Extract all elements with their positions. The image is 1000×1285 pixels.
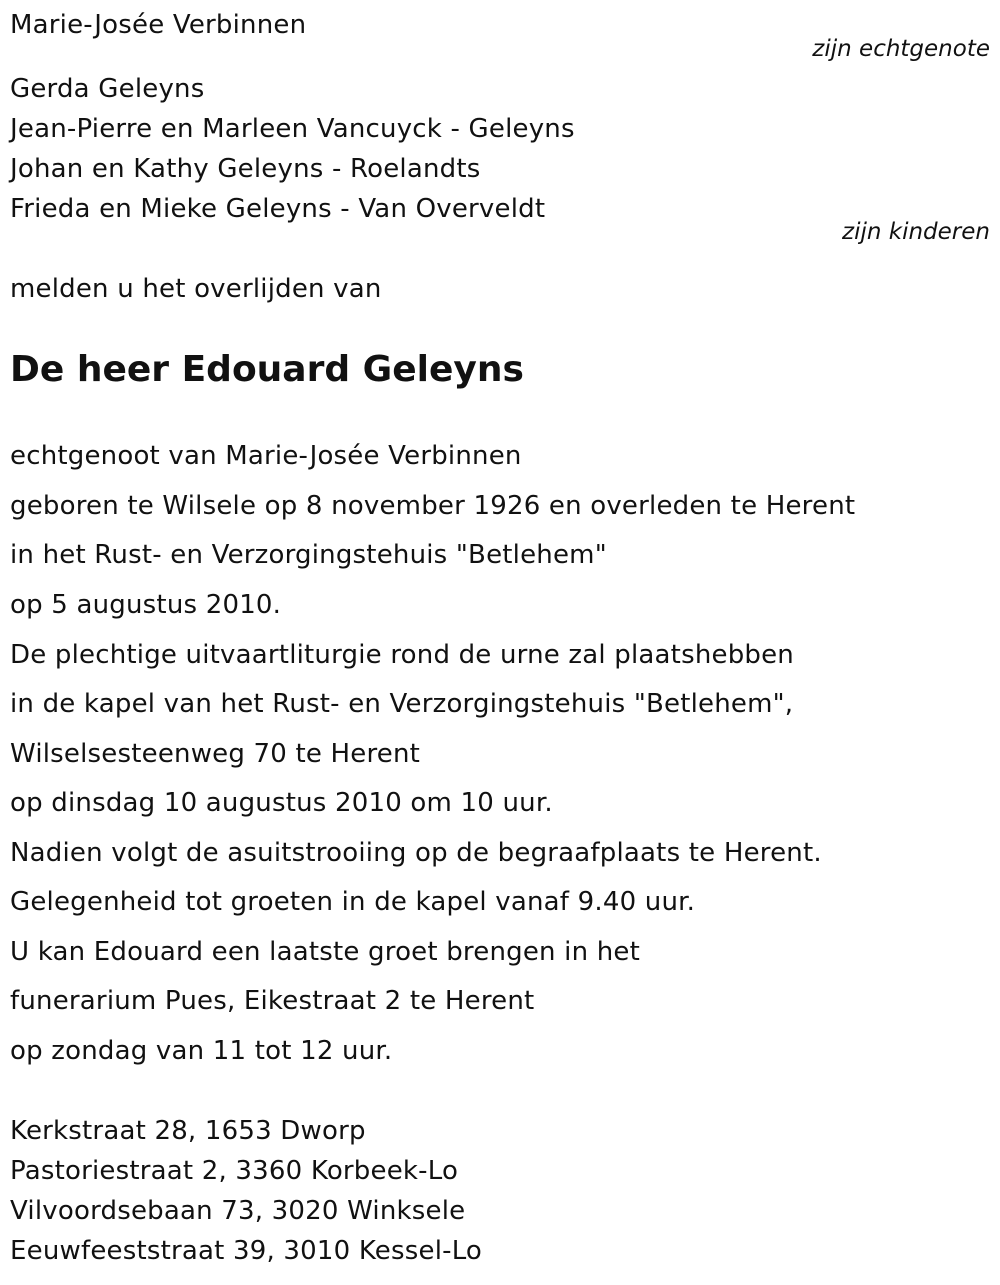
body-line: geboren te Wilsele op 8 november 1926 en overleden te Herent [10, 491, 856, 521]
body-line: op dinsdag 10 augustus 2010 om 10 uur. [10, 788, 553, 818]
body-line: in de kapel van het Rust- en Verzorgingstehuis "Betlehem", [10, 689, 794, 719]
address-line: Kerkstraat 28, 1653 Dworp [10, 1116, 366, 1146]
spouse-role: zijn echtgenote [812, 36, 990, 62]
body-line: op 5 augustus 2010. [10, 590, 282, 620]
body-line: echtgenoot van Marie-Josée Verbinnen [10, 441, 522, 471]
body-line: De plechtige uitvaartliturgie rond de urne zal plaatshebben [10, 640, 794, 670]
address-line: Eeuwfeeststraat 39, 3010 Kessel-Lo [10, 1236, 483, 1266]
body-line: in het Rust- en Verzorgingstehuis "Betlehem" [10, 540, 607, 570]
child-name: Johan en Kathy Geleyns - Roelandts [10, 154, 481, 184]
body-line: Nadien volgt de asuitstrooiing op de begraafplaats te Herent. [10, 838, 822, 868]
body-line: U kan Edouard een laatste groet brengen in het [10, 937, 641, 967]
children-role: zijn kinderen [842, 219, 990, 245]
spouse-name: Marie-Josée Verbinnen [10, 10, 307, 40]
child-name: Jean-Pierre en Marleen Vancuyck - Geleyns [10, 114, 575, 144]
child-name: Frieda en Mieke Geleyns - Van Overveldt [10, 194, 546, 224]
body-line: op zondag van 11 tot 12 uur. [10, 1036, 393, 1066]
deceased-name: De heer Edouard Geleyns [10, 349, 524, 390]
address-line: Vilvoordsebaan 73, 3020 Winksele [10, 1196, 466, 1226]
address-line: Pastoriestraat 2, 3360 Korbeek-Lo [10, 1156, 459, 1186]
body-line: Gelegenheid tot groeten in de kapel vanaf 9.40 uur. [10, 887, 696, 917]
body-line: funerarium Pues, Eikestraat 2 te Herent [10, 986, 535, 1016]
child-name: Gerda Geleyns [10, 74, 205, 104]
announcement-text: melden u het overlijden van [10, 274, 382, 304]
body-line: Wilselsesteenweg 70 te Herent [10, 739, 421, 769]
